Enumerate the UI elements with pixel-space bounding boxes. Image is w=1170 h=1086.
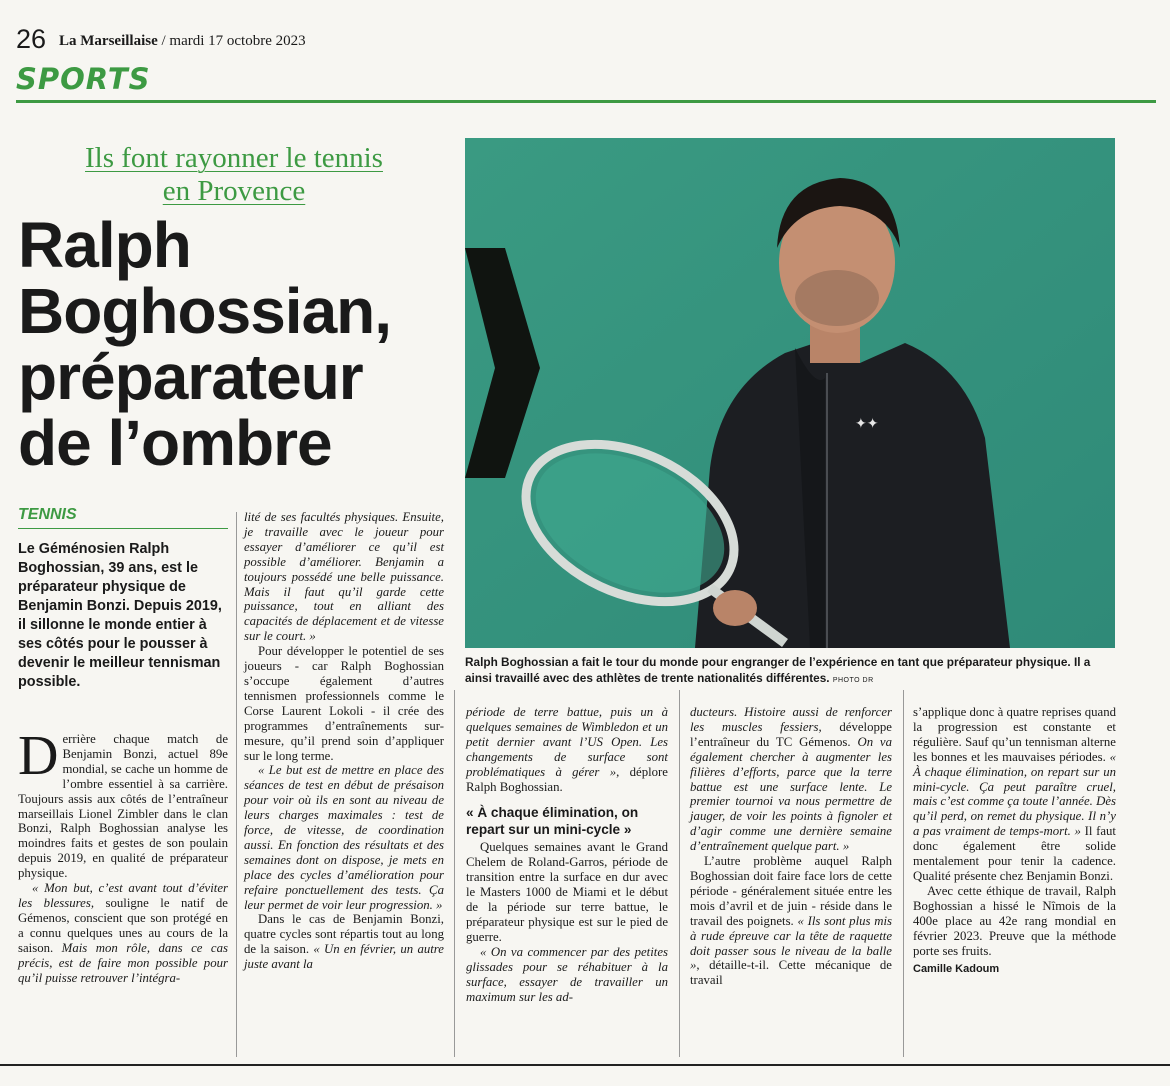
paragraph — [244, 510, 444, 644]
paragraph — [690, 705, 892, 854]
player-photo-illustration — [465, 138, 1115, 648]
bottom-rule — [0, 1064, 1170, 1066]
column-4 — [690, 705, 892, 988]
photo-credit: PHOTO DR — [832, 677, 874, 684]
paragraph-text: errière chaque match de Benjamin Bonzi, actuel 89e mondial, se cache un homme de l’ombre essentiel à sa carrière. Toujours assis aux côtés de l’entraîneur marseillais Lionel Zimbler dans le clan Bonzi, Ralph Boghossian analyse les moindres faits et gestes de son poulain depuis 2019, en qualité de préparateur physique. — [18, 732, 228, 881]
page-number: 26 — [16, 24, 47, 54]
publication-line — [59, 32, 306, 50]
column-divider — [454, 690, 455, 1057]
headline-line-3: préparateur — [18, 341, 363, 413]
paragraph-text: Il faut donc également être solide mentalement pour tenir la cadence. Qualité présente chez Benjamin Bonzi. — [913, 824, 1116, 883]
brand-logo: ✦✦ — [855, 416, 879, 432]
paragraph — [18, 881, 228, 985]
column-2 — [244, 510, 444, 972]
column-divider — [236, 512, 237, 1057]
paragraph: Pour développer le potentiel de ses joueurs - car Ralph Boghossian s’occupe également d’autres tennismen professionnels comme le Corse Laurent Lokoli - il crée des programmes d’entraînements sur-mesure, qu’il prend soin d’appliquer sur le long terme. — [244, 644, 444, 763]
tag-label: TENNIS — [18, 506, 77, 523]
paragraph — [690, 854, 892, 988]
quote: période de terre battue, puis un à quelques semaines de Wimbledon et un petit dernier avant l’US Open. Les changements de surface sont problématiques à gérer » — [466, 705, 668, 779]
paragraph — [466, 945, 668, 1005]
caption-text: Ralph Boghossian a fait le tour du monde pour engranger de l’expérience en tant que préparateur physique. Il a ainsi travaillé avec des athlètes de trente nationalités différentes. — [465, 655, 1091, 685]
kicker — [18, 142, 450, 208]
subheading: « À chaque élimination, on repart sur un mini-cycle » — [466, 805, 639, 838]
headline-line-4: de l’ombre — [18, 407, 332, 479]
column-divider — [679, 690, 680, 1057]
byline: Camille Kadoum — [913, 963, 1000, 976]
hand — [713, 590, 757, 626]
issue-date: mardi 17 octobre 2023 — [169, 33, 306, 49]
paragraph — [913, 705, 1116, 884]
quote: « On va commencer par des petites glissades pour se réhabituer à la surface, essayer de travailler un maximum sur les ad- — [466, 944, 668, 1004]
paragraph-text: souligne le natif de Gémenos, conscient que son protégé en a connu quelques unes au cours de la saison. — [18, 895, 228, 955]
column-5 — [913, 705, 1116, 977]
headline — [18, 209, 458, 479]
quote: ducteurs. Histoire aussi de renforcer les muscles fessiers, — [690, 705, 892, 734]
quote: On va également chercher à augmenter les filières d’efforts, parce que la terre battue est une surface lente. Le premier tournoi va nous permettre de jauger, de voir les points à fignoler et d’agir comme une dernière semaine d’entraînement quelque part. » — [690, 734, 892, 854]
paragraph-text: développe l’entraîneur du TC Gémenos. — [690, 719, 892, 749]
paragraph-text: L’autre problème auquel Ralph Boghossian doit faire face lors de cette période - généralement située entre les mois d’avril et de juin - réside dans le travail des poignets. — [690, 854, 892, 928]
paragraph-text: s’applique donc à quatre reprises quand la progression est constante et régulière. Sauf qu’un tennisman alterne les bonnes et les mauvaises périodes. — [913, 705, 1116, 764]
lede: Le Géménosien Ralph Boghossian, 39 ans, est le préparateur physique de Benjamin Bonzi. Depuis 2019, il sillonne le monde entier à ses côtés pour le pousser à devenir le meilleur tennisman possible. — [18, 541, 222, 690]
section-title: SPORTS — [16, 62, 151, 96]
column-3 — [466, 705, 668, 1004]
paragraph-text: Dans le cas de Benjamin Bonzi, quatre cycles sont répartis tout au long de la saison. — [244, 912, 444, 957]
quote: « Le but est de mettre en place des séances de test en début de présaison pour voir où ils en sont au niveau de leurs charges maximales : test de force, de vitesse, de coordination aussi. En fonction des résultats et des semaines dont on dispose, je mets en place des cycles d’amélioration pour refaire ponctuellement des tests. Ça leur permet de voir leur progression. » — [244, 763, 444, 912]
photo-caption — [465, 654, 1115, 689]
paragraph — [466, 705, 668, 794]
paragraph — [244, 763, 444, 912]
headline-line-1: Ralph — [18, 209, 191, 281]
kicker-line-1: Ils font rayonner le tennis — [85, 142, 383, 174]
kicker-line-2: en Provence — [162, 175, 306, 207]
article-photo — [465, 138, 1115, 648]
tag-rule — [18, 528, 228, 529]
quote: « À chaque élimination, on repart sur un mini-cycle. Ça peut paraître cruel, mais c’est comme ça toute l’année. Dès qu’il perd, on remet du physique. Il n’y a pas vraiment de temps-mort. » — [913, 749, 1116, 839]
beard-shadow — [795, 270, 879, 326]
column-1 — [18, 725, 228, 985]
quote: lité de ses facultés physiques. Ensuite, je travaille avec le joueur pour essayer d’améliorer ce qu’il est possible d’améliorer. Benjamin a toujours possédé une belle puissance. Mais il faut qu’il garde cette puissance, tout en alliant des capacités de déplacement et de vitesse sur le court. » — [244, 510, 444, 644]
paragraph: Quelques semaines avant le Grand Chelem de Roland-Garros, période de transition entre la surface en dur avec le Masters 1000 de Miami et le début de la période sur terre battue, le préparateur physique est sur le pied de guerre. — [466, 840, 668, 944]
separator: / — [161, 33, 166, 49]
paragraph-text: , détaille-t-il. Cette mécanique de travail — [690, 958, 892, 988]
paragraph: Avec cette éthique de travail, Ralph Boghossian a hissé le Nîmois de la 400e place au 42e rang mondial en février 2023. Preuve que la méthode porte ses fruits. — [913, 883, 1116, 958]
paragraph — [18, 725, 228, 881]
column-divider — [903, 690, 904, 1057]
section-rule — [16, 100, 1156, 103]
paragraph-text: , déplore Ralph Boghossian. — [466, 764, 668, 794]
publication-name: La Marseillaise — [59, 33, 158, 49]
masthead — [16, 24, 1156, 54]
headline-line-2: Boghossian, — [18, 275, 392, 347]
paragraph — [244, 912, 444, 972]
quote: « Un en février, un autre juste avant la — [244, 942, 444, 972]
drop-cap: D — [18, 725, 59, 787]
quote: « Ils sont plus mis à rude épreuve car la tête de raquette doit passer sous le niveau de la balle » — [690, 913, 893, 973]
quote: « Mon but, c’est avant tout d’éviter les blessures, — [18, 881, 228, 910]
quote: Mais mon rôle, dans ce cas précis, est de faire mon possible pour qu’il puisse retrouver l’intégra- — [18, 940, 228, 985]
